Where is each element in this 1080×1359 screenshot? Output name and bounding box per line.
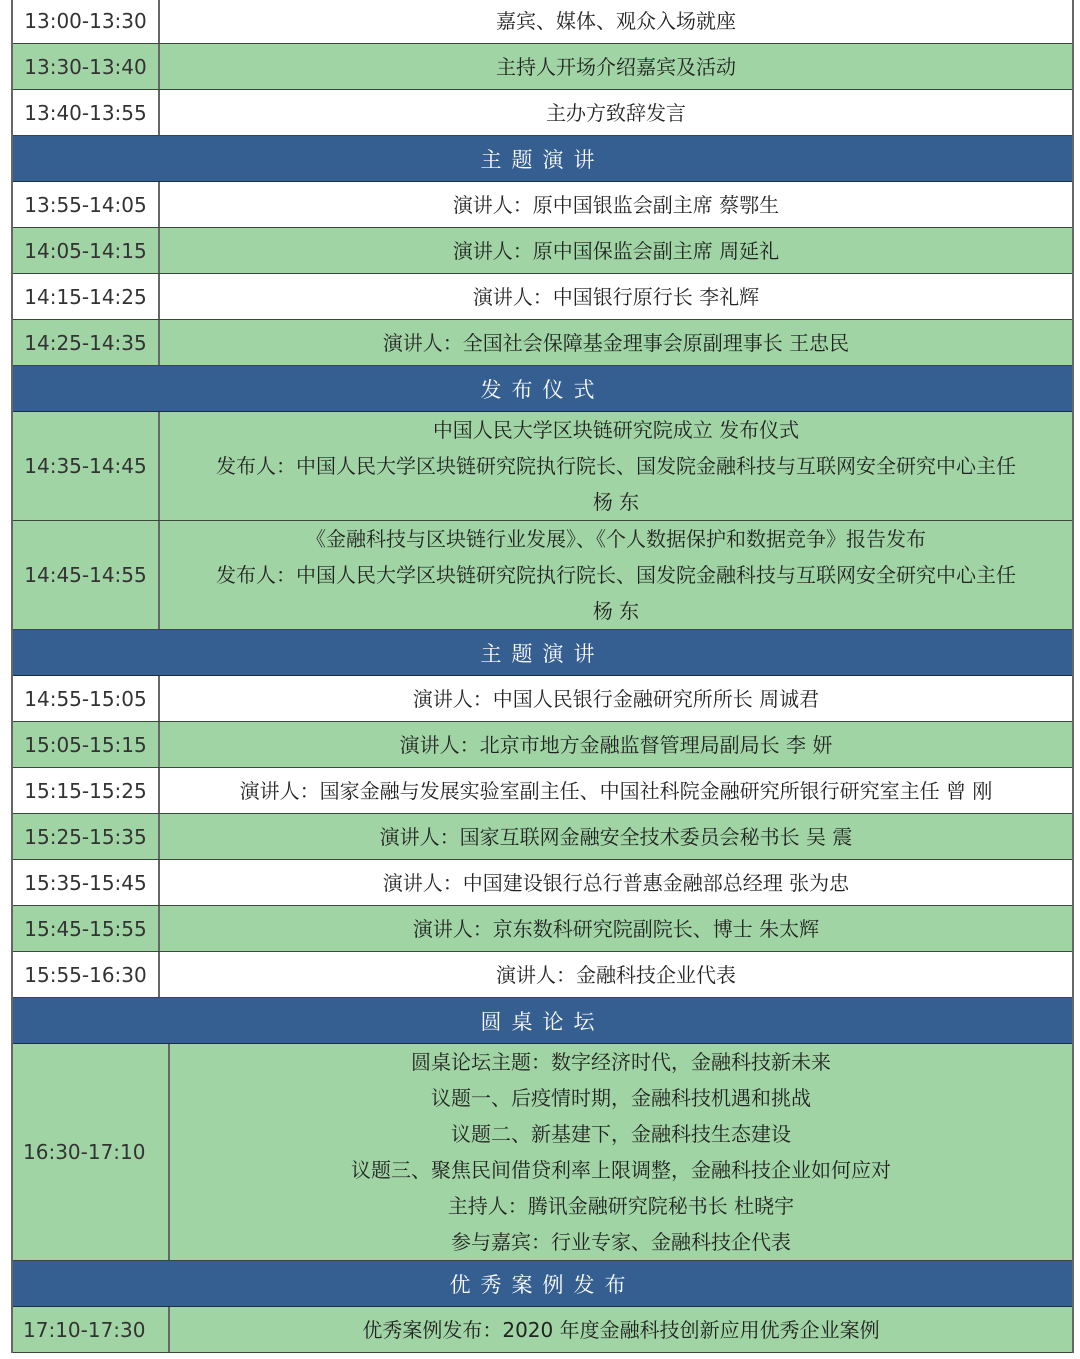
agenda-content	[160, 952, 1072, 997]
agenda-content	[160, 0, 1072, 43]
agenda-content	[160, 182, 1072, 227]
agenda-row	[13, 952, 1072, 998]
agenda-content	[160, 320, 1072, 365]
time-slot: 16:30-17:10	[13, 1044, 170, 1260]
agenda-content	[170, 1044, 1072, 1260]
agenda-content	[160, 906, 1072, 951]
agenda-line: 发布人：中国人民大学区块链研究院执行院长、国发院金融科技与互联网安全研究中心主任	[216, 563, 1016, 587]
agenda-content	[170, 1307, 1072, 1352]
time-slot: 15:05-15:15	[13, 722, 160, 767]
agenda-line: 参与嘉宾：行业专家、金融科技企代表	[451, 1230, 791, 1254]
agenda-line: 演讲人：中国人民银行金融研究所所长 周诚君	[412, 686, 820, 711]
time-slot: 15:55-16:30	[13, 952, 160, 997]
agenda-content	[160, 228, 1072, 273]
section-title: 主题演讲	[480, 641, 605, 666]
agenda-table	[11, 0, 1074, 1353]
agenda-line: 优秀案例发布：2020 年度金融科技创新应用优秀企业案例	[362, 1317, 880, 1342]
time-slot: 15:45-15:55	[13, 906, 160, 951]
agenda-content	[160, 860, 1072, 905]
section-title: 主题演讲	[480, 147, 605, 172]
agenda-row	[13, 412, 1072, 521]
agenda-row	[13, 0, 1072, 44]
time-slot: 14:25-14:35	[13, 320, 160, 365]
agenda-content	[160, 521, 1072, 629]
agenda-line: 主办方致辞发言	[546, 100, 686, 125]
agenda-line: 演讲人：北京市地方金融监督管理局副局长 李 妍	[399, 732, 833, 757]
agenda-line: 中国人民大学区块链研究院成立 发布仪式	[432, 418, 800, 442]
section-header	[13, 998, 1072, 1044]
agenda-row	[13, 274, 1072, 320]
agenda-line: 演讲人：京东数科研究院副院长、博士 朱太辉	[412, 916, 820, 941]
agenda-line: 演讲人：中国建设银行总行普惠金融部总经理 张为忠	[382, 870, 850, 895]
agenda-row	[13, 860, 1072, 906]
agenda-content	[160, 814, 1072, 859]
agenda-line: 演讲人：原中国保监会副主席 周延礼	[452, 238, 780, 263]
time-slot: 14:15-14:25	[13, 274, 160, 319]
time-slot: 15:35-15:45	[13, 860, 160, 905]
agenda-row	[13, 182, 1072, 228]
agenda-line: 主持人：腾讯金融研究院秘书长 杜晓宇	[447, 1194, 795, 1218]
section-header	[13, 630, 1072, 676]
agenda-row	[13, 320, 1072, 366]
time-slot: 17:10-17:30	[13, 1307, 170, 1352]
time-slot: 13:55-14:05	[13, 182, 160, 227]
section-title: 优秀案例发布	[449, 1272, 636, 1297]
agenda-row	[13, 768, 1072, 814]
agenda-row	[13, 722, 1072, 768]
time-slot: 14:35-14:45	[13, 412, 160, 520]
agenda-content	[160, 768, 1072, 813]
agenda-line: 圆桌论坛主题：数字经济时代，金融科技新未来	[411, 1050, 831, 1074]
agenda-line: 演讲人：中国银行原行长 李礼辉	[472, 284, 760, 309]
agenda-line: 主持人开场介绍嘉宾及活动	[496, 54, 736, 79]
agenda-line: 演讲人：国家金融与发展实验室副主任、中国社科院金融研究所银行研究室主任 曾 刚	[239, 778, 993, 803]
time-slot: 13:40-13:55	[13, 90, 160, 135]
section-header	[13, 366, 1072, 412]
time-slot: 13:30-13:40	[13, 44, 160, 89]
agenda-content	[160, 90, 1072, 135]
agenda-line: 演讲人：全国社会保障基金理事会原副理事长 王忠民	[382, 330, 850, 355]
agenda-line: 发布人：中国人民大学区块链研究院执行院长、国发院金融科技与互联网安全研究中心主任	[216, 454, 1016, 478]
agenda-content	[160, 722, 1072, 767]
agenda-row	[13, 1044, 1072, 1261]
agenda-line: 杨 东	[592, 490, 640, 514]
agenda-row	[13, 1307, 1072, 1353]
agenda-line: 议题一、后疫情时期，金融科技机遇和挑战	[431, 1086, 811, 1110]
agenda-content	[160, 412, 1072, 520]
agenda-line: 议题三、聚焦民间借贷利率上限调整，金融科技企业如何应对	[351, 1158, 891, 1182]
agenda-row	[13, 228, 1072, 274]
agenda-content	[160, 44, 1072, 89]
time-slot: 13:00-13:30	[13, 0, 160, 43]
time-slot: 15:15-15:25	[13, 768, 160, 813]
agenda-content	[160, 676, 1072, 721]
agenda-row	[13, 676, 1072, 722]
agenda-line: 杨 东	[592, 599, 640, 623]
agenda-row	[13, 90, 1072, 136]
agenda-row	[13, 814, 1072, 860]
section-title: 发布仪式	[480, 377, 605, 402]
time-slot: 14:05-14:15	[13, 228, 160, 273]
agenda-line: 嘉宾、媒体、观众入场就座	[496, 8, 736, 33]
agenda-row	[13, 44, 1072, 90]
agenda-line: 《金融科技与区块链行业发展》、《个人数据保护和数据竞争》报告发布	[306, 527, 926, 551]
agenda-line: 演讲人：国家互联网金融安全技术委员会秘书长 吴 震	[379, 824, 853, 849]
time-slot: 15:25-15:35	[13, 814, 160, 859]
agenda-row	[13, 906, 1072, 952]
section-header	[13, 1261, 1072, 1307]
agenda-line: 议题二、新基建下，金融科技生态建设	[451, 1122, 791, 1146]
section-header	[13, 136, 1072, 182]
agenda-line: 演讲人：原中国银监会副主席 蔡鄂生	[452, 192, 780, 217]
time-slot: 14:45-14:55	[13, 521, 160, 629]
time-slot: 14:55-15:05	[13, 676, 160, 721]
agenda-line: 演讲人：金融科技企业代表	[496, 962, 736, 987]
agenda-content	[160, 274, 1072, 319]
section-title: 圆桌论坛	[480, 1009, 605, 1034]
agenda-row	[13, 521, 1072, 630]
